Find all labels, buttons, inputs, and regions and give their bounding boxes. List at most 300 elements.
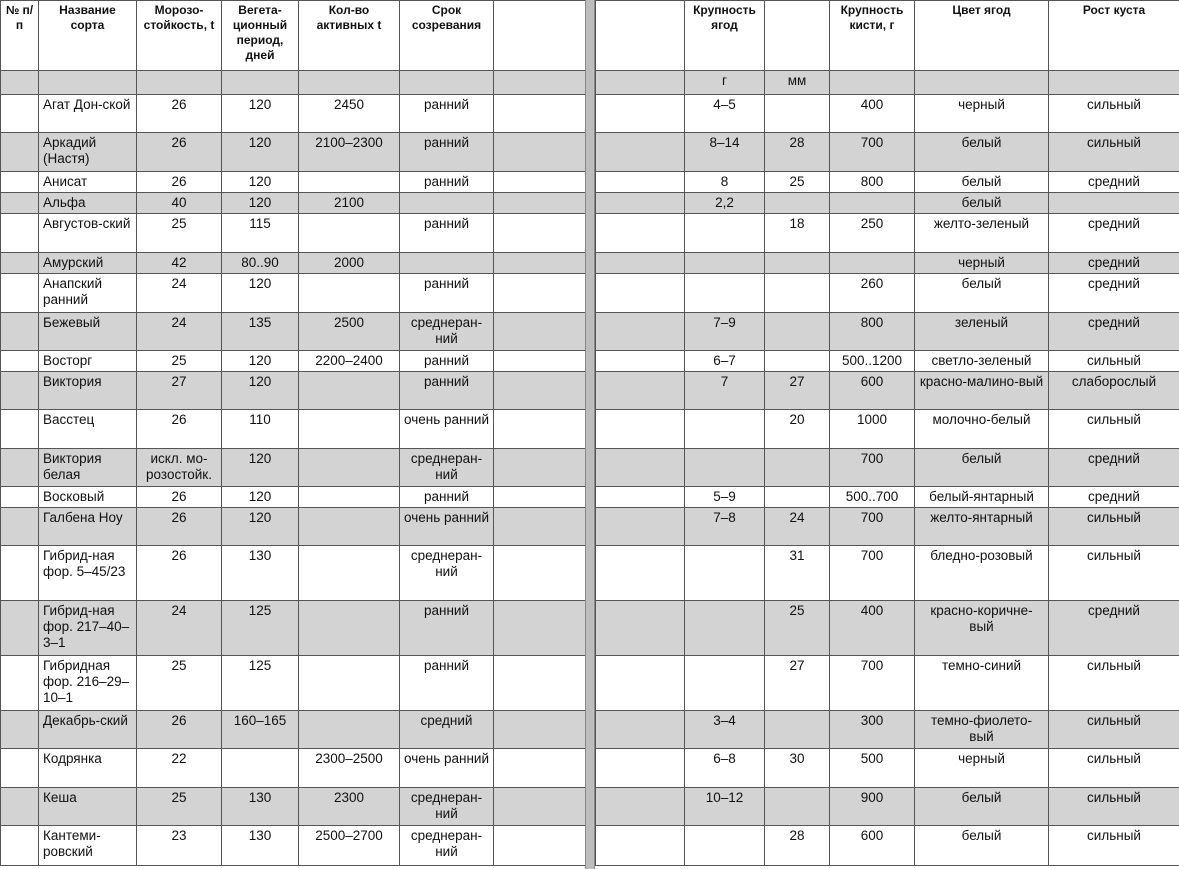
row-number <box>1 172 39 193</box>
vegetation-period: 110 <box>222 410 299 449</box>
table-row <box>596 826 1179 866</box>
empty-cell <box>596 449 685 487</box>
variety-name: Августов-ский <box>39 214 137 253</box>
active-temperatures <box>299 711 400 749</box>
variety-name: Декабрь-ский <box>39 711 137 749</box>
vegetation-period <box>222 749 299 788</box>
empty-cell <box>596 274 685 313</box>
row-number <box>1 372 39 410</box>
row-number <box>1 95 39 133</box>
row-number <box>1 546 39 601</box>
empty-cell <box>596 372 685 410</box>
berry-size-g: 7–9 <box>685 313 765 351</box>
berry-color: черный <box>915 749 1049 788</box>
vegetation-period: 120 <box>222 172 299 193</box>
ripening-time: очень ранний <box>400 410 494 449</box>
cluster-size: 400 <box>830 601 915 656</box>
bush-growth: сильный <box>1049 749 1179 788</box>
active-temperatures: 2200–2400 <box>299 351 400 372</box>
cluster-size: 250 <box>830 214 915 253</box>
berry-color: белый <box>915 449 1049 487</box>
grape-table-left <box>0 0 586 866</box>
ripening-time: среднеран-ний <box>400 788 494 826</box>
variety-name: Васстец <box>39 410 137 449</box>
table-row <box>1 274 586 313</box>
row-number <box>1 487 39 508</box>
header-row <box>596 1 1179 71</box>
subheader-cell <box>39 71 137 95</box>
table-row <box>596 133 1179 172</box>
empty-cell <box>494 749 586 788</box>
berry-size-mm <box>765 274 830 313</box>
subheader-cell: мм <box>765 71 830 95</box>
cluster-size: 700 <box>830 656 915 711</box>
bush-growth: сильный <box>1049 788 1179 826</box>
table-row <box>1 711 586 749</box>
berry-size-g: 7–8 <box>685 508 765 546</box>
row-number <box>1 788 39 826</box>
bush-growth: сильный <box>1049 133 1179 172</box>
row-number <box>1 193 39 214</box>
bush-growth: сильный <box>1049 826 1179 866</box>
variety-name: Кодрянка <box>39 749 137 788</box>
table-row <box>1 788 586 826</box>
table-row <box>1 351 586 372</box>
subheader-row <box>1 71 586 95</box>
ripening-time <box>400 253 494 274</box>
bush-growth: средний <box>1049 313 1179 351</box>
vegetation-period: 120 <box>222 95 299 133</box>
cluster-size <box>830 193 915 214</box>
table-row <box>596 372 1179 410</box>
berry-color: белый <box>915 193 1049 214</box>
table-row <box>1 749 586 788</box>
berry-size-g: 8 <box>685 172 765 193</box>
berry-size-mm <box>765 788 830 826</box>
table-row <box>596 711 1179 749</box>
cluster-size: 700 <box>830 449 915 487</box>
active-temperatures <box>299 449 400 487</box>
column-header: Кол-во активных t <box>299 1 400 71</box>
variety-name: Альфа <box>39 193 137 214</box>
column-header: Цвет ягод <box>915 1 1049 71</box>
subheader-cell: г <box>685 71 765 95</box>
ripening-time: ранний <box>400 601 494 656</box>
table-row <box>596 95 1179 133</box>
berry-color: желто-зеленый <box>915 214 1049 253</box>
ripening-time: ранний <box>400 214 494 253</box>
frost-resistance: 25 <box>137 656 222 711</box>
berry-size-mm: 25 <box>765 601 830 656</box>
frost-resistance: 27 <box>137 372 222 410</box>
berry-size-g: 4–5 <box>685 95 765 133</box>
empty-cell <box>494 601 586 656</box>
berry-size-mm: 28 <box>765 826 830 866</box>
variety-name: Аркадий (Настя) <box>39 133 137 172</box>
empty-cell <box>494 313 586 351</box>
variety-name: Виктория <box>39 372 137 410</box>
frost-resistance: 26 <box>137 487 222 508</box>
vegetation-period: 125 <box>222 656 299 711</box>
frost-resistance: 24 <box>137 313 222 351</box>
empty-cell <box>494 193 586 214</box>
frost-resistance: 22 <box>137 749 222 788</box>
column-header: Рост куста <box>1049 1 1179 71</box>
active-temperatures <box>299 487 400 508</box>
empty-cell <box>494 826 586 866</box>
bush-growth: средний <box>1049 253 1179 274</box>
berry-color: желто-янтарный <box>915 508 1049 546</box>
berry-color: темно-синий <box>915 656 1049 711</box>
active-temperatures <box>299 410 400 449</box>
empty-cell <box>494 133 586 172</box>
cluster-size: 300 <box>830 711 915 749</box>
subheader-row <box>596 71 1179 95</box>
cluster-size: 1000 <box>830 410 915 449</box>
berry-color: белый <box>915 172 1049 193</box>
variety-name: Агат Дон-ской <box>39 95 137 133</box>
variety-name: Амурский <box>39 253 137 274</box>
table-row <box>1 487 586 508</box>
cluster-size: 500..700 <box>830 487 915 508</box>
row-number <box>1 313 39 351</box>
cluster-size: 600 <box>830 826 915 866</box>
bush-growth: сильный <box>1049 410 1179 449</box>
berry-size-g <box>685 253 765 274</box>
table-row <box>596 410 1179 449</box>
berry-size-g: 8–14 <box>685 133 765 172</box>
subheader-cell <box>400 71 494 95</box>
row-number <box>1 351 39 372</box>
cluster-size: 700 <box>830 508 915 546</box>
empty-cell <box>596 508 685 546</box>
column-header: Срок созревания <box>400 1 494 71</box>
table-row <box>596 274 1179 313</box>
berry-color: черный <box>915 95 1049 133</box>
empty-cell <box>494 274 586 313</box>
column-header: Название сорта <box>39 1 137 71</box>
row-number <box>1 449 39 487</box>
cluster-size <box>830 253 915 274</box>
empty-cell <box>494 487 586 508</box>
empty-cell <box>494 788 586 826</box>
bush-growth: сильный <box>1049 711 1179 749</box>
active-temperatures <box>299 601 400 656</box>
table-row <box>1 449 586 487</box>
frost-resistance: 26 <box>137 172 222 193</box>
column-header: Крупность ягод <box>685 1 765 71</box>
vegetation-period: 130 <box>222 826 299 866</box>
table-row <box>596 546 1179 601</box>
berry-size-mm <box>765 711 830 749</box>
column-header: Крупность кисти, г <box>830 1 915 71</box>
active-temperatures <box>299 508 400 546</box>
berry-size-g <box>685 214 765 253</box>
empty-cell <box>494 95 586 133</box>
berry-size-mm: 18 <box>765 214 830 253</box>
active-temperatures: 2300 <box>299 788 400 826</box>
ripening-time: среднеран-ний <box>400 546 494 601</box>
vegetation-period: 120 <box>222 449 299 487</box>
active-temperatures <box>299 274 400 313</box>
berry-color: светло-зеленый <box>915 351 1049 372</box>
vegetation-period: 120 <box>222 274 299 313</box>
variety-name: Кеша <box>39 788 137 826</box>
row-number <box>1 410 39 449</box>
cluster-size: 700 <box>830 546 915 601</box>
berry-size-g: 5–9 <box>685 487 765 508</box>
bush-growth: сильный <box>1049 546 1179 601</box>
empty-cell <box>596 410 685 449</box>
ripening-time: ранний <box>400 133 494 172</box>
berry-size-mm <box>765 351 830 372</box>
table-row <box>596 172 1179 193</box>
active-temperatures <box>299 372 400 410</box>
table-row <box>1 410 586 449</box>
berry-size-mm <box>765 313 830 351</box>
berry-size-g: 6–7 <box>685 351 765 372</box>
empty-cell <box>596 788 685 826</box>
berry-color: черный <box>915 253 1049 274</box>
empty-cell <box>596 95 685 133</box>
frost-resistance: 24 <box>137 274 222 313</box>
berry-size-mm: 30 <box>765 749 830 788</box>
row-number <box>1 749 39 788</box>
empty-cell <box>494 410 586 449</box>
frost-resistance: 25 <box>137 351 222 372</box>
berry-color: бледно-розовый <box>915 546 1049 601</box>
bush-growth: сильный <box>1049 508 1179 546</box>
subheader-cell <box>222 71 299 95</box>
cluster-size: 800 <box>830 313 915 351</box>
ripening-time: средний <box>400 711 494 749</box>
variety-name: Галбена Ноу <box>39 508 137 546</box>
row-number <box>1 508 39 546</box>
frost-resistance: 26 <box>137 133 222 172</box>
berry-size-g: 3–4 <box>685 711 765 749</box>
empty-cell <box>596 487 685 508</box>
table-row <box>1 193 586 214</box>
ripening-time: среднеран-ний <box>400 449 494 487</box>
column-header <box>765 1 830 71</box>
table-row <box>1 313 586 351</box>
vegetation-period: 115 <box>222 214 299 253</box>
ripening-time: ранний <box>400 274 494 313</box>
table-row <box>1 95 586 133</box>
frost-resistance: 40 <box>137 193 222 214</box>
vegetation-period: 120 <box>222 133 299 172</box>
berry-size-mm: 28 <box>765 133 830 172</box>
subheader-cell <box>137 71 222 95</box>
active-temperatures <box>299 172 400 193</box>
frost-resistance: 26 <box>137 508 222 546</box>
bush-growth: средний <box>1049 601 1179 656</box>
empty-cell <box>494 253 586 274</box>
table-row <box>596 313 1179 351</box>
table-row <box>1 253 586 274</box>
row-number <box>1 133 39 172</box>
table-row <box>1 172 586 193</box>
bush-growth: средний <box>1049 274 1179 313</box>
table-row <box>1 656 586 711</box>
table-row <box>596 193 1179 214</box>
variety-name: Гибридная фор. 216–29–10–1 <box>39 656 137 711</box>
empty-cell <box>596 711 685 749</box>
subheader-cell <box>1049 71 1179 95</box>
berry-size-g <box>685 410 765 449</box>
row-number <box>1 253 39 274</box>
berry-size-g <box>685 601 765 656</box>
cluster-size: 500..1200 <box>830 351 915 372</box>
row-number <box>1 826 39 866</box>
variety-name: Кантеми-ровский <box>39 826 137 866</box>
berry-color: белый <box>915 133 1049 172</box>
berry-size-g <box>685 826 765 866</box>
cluster-size: 500 <box>830 749 915 788</box>
subheader-cell <box>915 71 1049 95</box>
empty-cell <box>494 711 586 749</box>
berry-size-mm <box>765 487 830 508</box>
frost-resistance: 26 <box>137 410 222 449</box>
cluster-size: 800 <box>830 172 915 193</box>
berry-color: белый <box>915 274 1049 313</box>
frost-resistance: 42 <box>137 253 222 274</box>
berry-size-mm: 25 <box>765 172 830 193</box>
berry-size-mm: 31 <box>765 546 830 601</box>
frost-resistance: 23 <box>137 826 222 866</box>
column-header <box>596 1 685 71</box>
table-row <box>596 656 1179 711</box>
ripening-time: ранний <box>400 351 494 372</box>
berry-size-mm: 24 <box>765 508 830 546</box>
frost-resistance: 26 <box>137 95 222 133</box>
berry-size-g: 6–8 <box>685 749 765 788</box>
active-temperatures: 2500–2700 <box>299 826 400 866</box>
row-number <box>1 214 39 253</box>
table-row <box>1 546 586 601</box>
active-temperatures: 2300–2500 <box>299 749 400 788</box>
vegetation-period: 80..90 <box>222 253 299 274</box>
table-row <box>1 508 586 546</box>
frost-resistance: искл. мо-розостойк. <box>137 449 222 487</box>
active-temperatures <box>299 546 400 601</box>
vegetation-period: 120 <box>222 487 299 508</box>
bush-growth: сильный <box>1049 95 1179 133</box>
active-temperatures <box>299 214 400 253</box>
frost-resistance: 25 <box>137 788 222 826</box>
empty-cell <box>494 172 586 193</box>
empty-cell <box>596 214 685 253</box>
vegetation-period: 125 <box>222 601 299 656</box>
subheader-cell <box>596 71 685 95</box>
table-row <box>596 253 1179 274</box>
empty-cell <box>596 826 685 866</box>
frost-resistance: 26 <box>137 711 222 749</box>
bush-growth: средний <box>1049 487 1179 508</box>
vegetation-period: 120 <box>222 351 299 372</box>
berry-color: белый <box>915 826 1049 866</box>
vegetation-period: 120 <box>222 508 299 546</box>
subheader-cell <box>830 71 915 95</box>
empty-cell <box>596 546 685 601</box>
table-row <box>1 826 586 866</box>
berry-size-g <box>685 546 765 601</box>
bush-growth: сильный <box>1049 351 1179 372</box>
variety-name: Виктория белая <box>39 449 137 487</box>
berry-size-g: 7 <box>685 372 765 410</box>
table-row <box>1 601 586 656</box>
berry-size-mm: 27 <box>765 656 830 711</box>
berry-color: красно-коричне-вый <box>915 601 1049 656</box>
empty-cell <box>596 172 685 193</box>
table-row <box>596 508 1179 546</box>
frost-resistance: 26 <box>137 546 222 601</box>
ripening-time: ранний <box>400 172 494 193</box>
berry-color: белый-янтарный <box>915 487 1049 508</box>
berry-size-g <box>685 449 765 487</box>
berry-size-g: 2,2 <box>685 193 765 214</box>
empty-cell <box>494 351 586 372</box>
row-number <box>1 274 39 313</box>
column-header: Морозо-стойкость, t <box>137 1 222 71</box>
active-temperatures: 2450 <box>299 95 400 133</box>
cluster-size: 400 <box>830 95 915 133</box>
table-row <box>1 214 586 253</box>
frost-resistance: 24 <box>137 601 222 656</box>
variety-name: Гибрид-ная фор. 5–45/23 <box>39 546 137 601</box>
berry-color: белый <box>915 788 1049 826</box>
cluster-size: 260 <box>830 274 915 313</box>
empty-cell <box>596 133 685 172</box>
variety-name: Восковый <box>39 487 137 508</box>
table-row <box>1 372 586 410</box>
ripening-time: очень ранний <box>400 508 494 546</box>
empty-cell <box>494 449 586 487</box>
ripening-time <box>400 193 494 214</box>
variety-name: Анапский ранний <box>39 274 137 313</box>
empty-cell <box>494 372 586 410</box>
berry-color: красно-малино-вый <box>915 372 1049 410</box>
berry-size-mm: 20 <box>765 410 830 449</box>
grape-table-right <box>595 0 1179 866</box>
berry-size-mm: 27 <box>765 372 830 410</box>
column-header <box>494 1 586 71</box>
variety-name: Гибрид-ная фор. 217–40–3–1 <box>39 601 137 656</box>
variety-name: Анисат <box>39 172 137 193</box>
ripening-time: ранний <box>400 95 494 133</box>
empty-cell <box>596 749 685 788</box>
vegetation-period: 130 <box>222 788 299 826</box>
ripening-time: очень ранний <box>400 749 494 788</box>
column-header: Вегета-ционный период, дней <box>222 1 299 71</box>
active-temperatures: 2500 <box>299 313 400 351</box>
row-number <box>1 711 39 749</box>
empty-cell <box>494 214 586 253</box>
ripening-time: среднеран-ний <box>400 826 494 866</box>
bush-growth: средний <box>1049 214 1179 253</box>
bush-growth: сильный <box>1049 656 1179 711</box>
vegetation-period: 120 <box>222 372 299 410</box>
empty-cell <box>596 601 685 656</box>
berry-size-mm <box>765 95 830 133</box>
row-number <box>1 601 39 656</box>
subheader-cell <box>299 71 400 95</box>
bush-growth: слаборослый <box>1049 372 1179 410</box>
column-header: № п/п <box>1 1 39 71</box>
table-row <box>596 214 1179 253</box>
cluster-size: 700 <box>830 133 915 172</box>
vegetation-period: 135 <box>222 313 299 351</box>
